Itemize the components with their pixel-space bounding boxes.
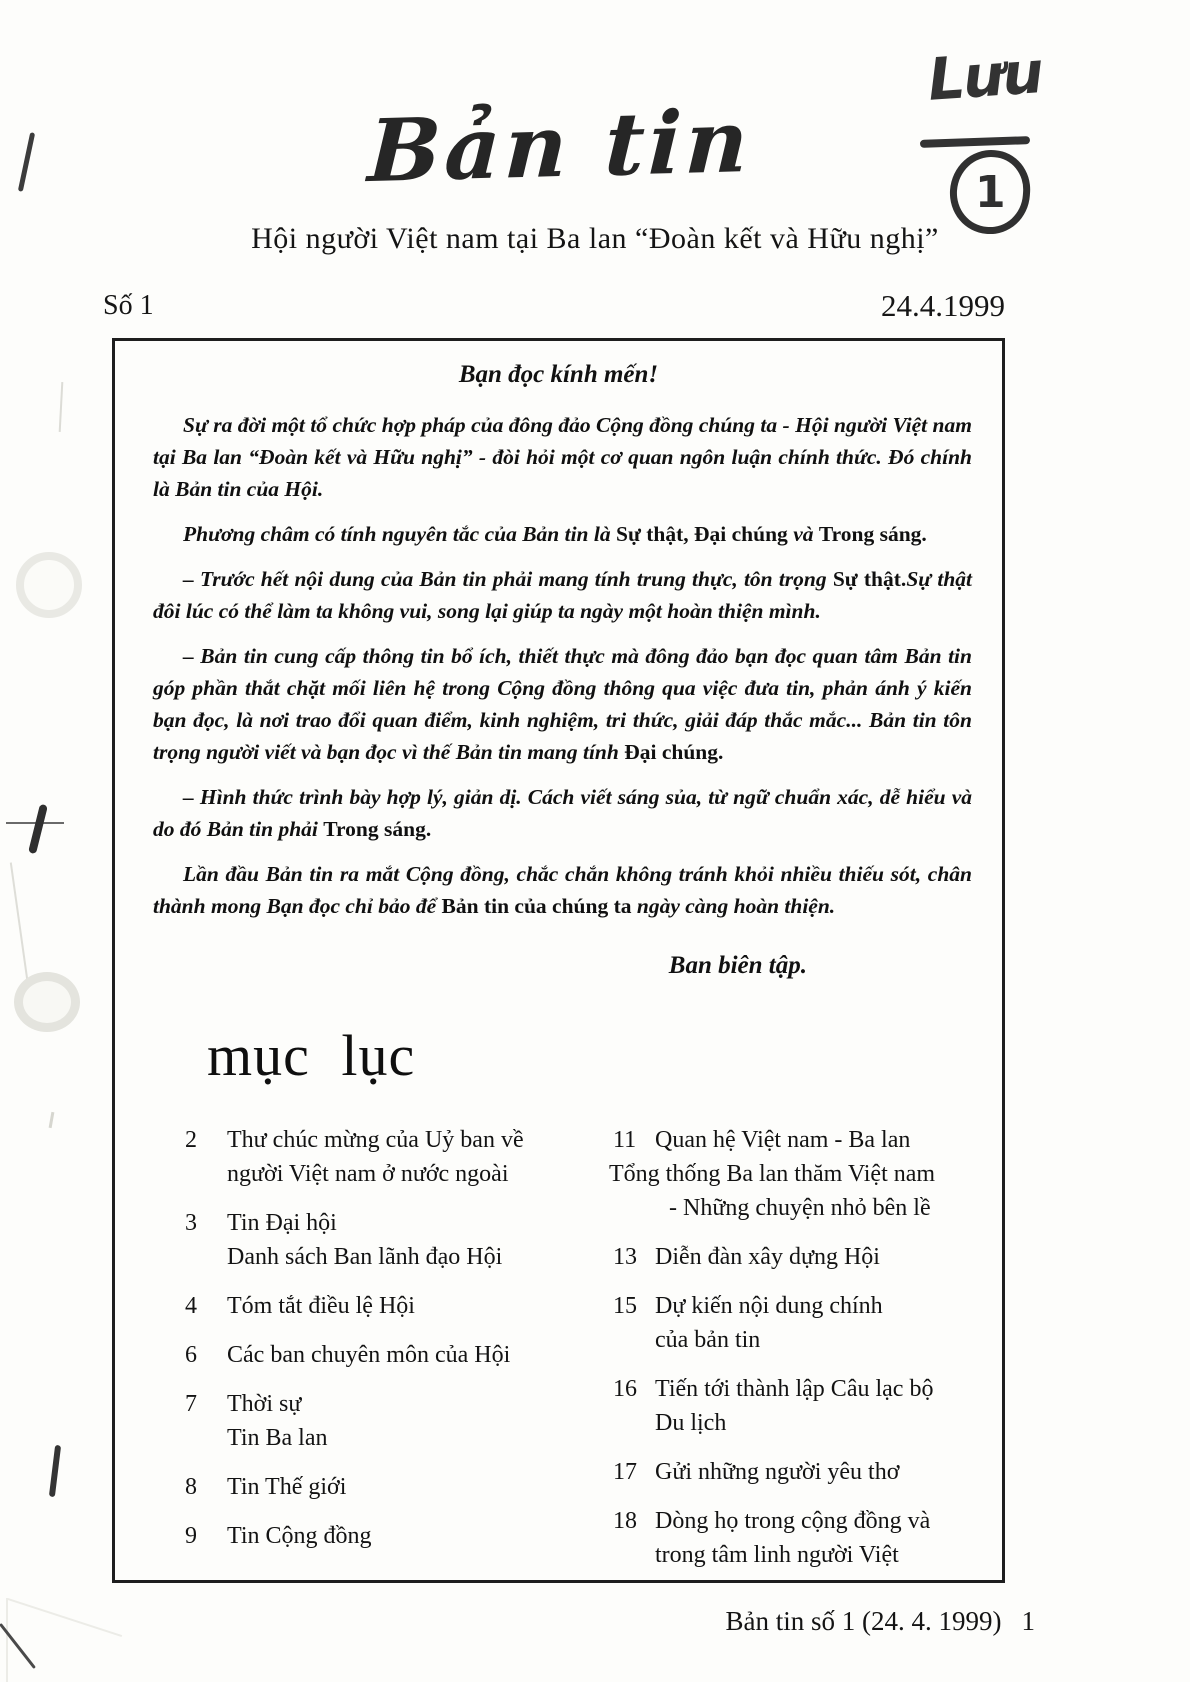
toc-entry-line: Tin Đại hội bbox=[227, 1210, 337, 1236]
toc-entry-line: Gửi những người yêu thơ bbox=[655, 1459, 900, 1485]
toc-page-number: 7 bbox=[185, 1391, 197, 1417]
letter-greeting: Bạn đọc kính mến! bbox=[458, 361, 659, 388]
pen-cross-mark-stroke bbox=[28, 804, 48, 854]
toc-entry-title bbox=[655, 1504, 990, 1572]
text-segment: Phương châm có tính nguyên tắc của Bản tin là bbox=[183, 522, 616, 546]
toc-entry-line: Tóm tắt điều lệ Hội bbox=[227, 1293, 415, 1319]
toc-entry-line: Du lịch bbox=[655, 1410, 727, 1436]
toc-entry-line: Thư chúc mừng của Uỷ ban về bbox=[227, 1127, 524, 1153]
toc-entry-title bbox=[655, 1289, 990, 1357]
footer-issue-label: Bản tin số 1 (24. 4. 1999) bbox=[725, 1606, 1002, 1636]
toc-entry-line: Tổng thống Ba lan thăm Việt nam bbox=[609, 1161, 936, 1187]
text-segment: và bbox=[787, 522, 819, 546]
scratch-artifact bbox=[49, 1112, 55, 1128]
toc-entry-line: người Việt nam ở nước ngoài bbox=[227, 1161, 509, 1187]
letter-paragraph bbox=[153, 858, 972, 922]
toc-entry-line: Diễn đàn xây dựng Hội bbox=[655, 1244, 880, 1270]
text-segment: – Bản tin cung cấp thông tin bổ ích, thiết thực mà đông đảo bạn đọc quan tâm Bản tin góp phần thắt chặt mối liên hệ trong Cộng đồng thông qua việc đưa tin, phản ánh ý kiến bạn đọc, là nơi trao đổi quan điểm, kinh nghiệm, tri thức, giải đáp thắc mắc... Bản tin tôn trọng người viết và bạn đọc vì thế Bản tin mang tính bbox=[153, 644, 972, 764]
toc-entry-title bbox=[655, 1240, 990, 1274]
toc-item bbox=[185, 1289, 613, 1323]
letter-paragraph bbox=[153, 640, 972, 768]
text-segment: Sự thật đôi lúc có thể làm ta không vui, song lại giúp ta ngày một hoàn thiện mình. bbox=[153, 567, 973, 623]
toc-page-number: 9 bbox=[185, 1523, 197, 1549]
toc-entry-title bbox=[227, 1123, 613, 1191]
text-segment: – Hình thức trình bày hợp lý, giản dị. Cách viết sáng sủa, từ ngữ chuẩn xác, dễ hiểu và do đó Bản tin phải bbox=[153, 785, 972, 841]
toc-page-number: 13 bbox=[613, 1244, 637, 1270]
toc-item bbox=[185, 1470, 613, 1504]
text-segment: Đại chúng. bbox=[624, 740, 724, 764]
toc-item bbox=[613, 1372, 990, 1440]
text-segment: Sự thật. bbox=[832, 567, 907, 591]
text-segment: Sự thật, Đại chúng bbox=[616, 522, 788, 546]
page-footer bbox=[726, 1606, 1036, 1637]
toc-item bbox=[613, 1289, 990, 1357]
letter-paragraph bbox=[153, 563, 972, 627]
toc-entry-line: Dự kiến nội dung chính bbox=[655, 1293, 883, 1319]
toc-column-left bbox=[185, 1123, 613, 1587]
toc-entry-line: của bản tin bbox=[655, 1327, 761, 1353]
text-segment: – Trước hết nội dung của Bản tin phải mang tính trung thực, tôn trọng bbox=[183, 567, 833, 591]
toc-entry-line: Tin Thế giới bbox=[227, 1474, 347, 1500]
circled-number: 1 bbox=[974, 166, 1006, 218]
letter-paragraph bbox=[153, 781, 972, 845]
toc-entry-line: trong tâm linh người Việt bbox=[655, 1542, 899, 1568]
toc-page-number: 17 bbox=[613, 1459, 637, 1485]
footer-page-number: 1 bbox=[1021, 1606, 1035, 1636]
text-segment: Sự ra đời một tổ chức hợp pháp của đông đảo Cộng đồng chúng ta - Hội người Việt nam tại Ba lan “Đoàn kết và Hữu nghị” - đòi hỏi một cơ quan ngôn luận chính thức. Đó chính là Bản tin của Hội. bbox=[153, 413, 972, 501]
toc-item bbox=[613, 1240, 990, 1274]
toc-page-number: 6 bbox=[185, 1342, 197, 1368]
scratch-artifact bbox=[59, 382, 64, 432]
hole-punch bbox=[14, 972, 80, 1032]
toc-entry-title bbox=[227, 1519, 613, 1553]
toc-item bbox=[185, 1206, 613, 1274]
text-segment: Trong sáng. bbox=[818, 522, 927, 546]
toc-column-right bbox=[609, 1123, 990, 1587]
toc-page-number: 4 bbox=[185, 1293, 197, 1319]
toc-entry-line: Tin Ba lan bbox=[227, 1425, 328, 1451]
toc-entry-line: Các ban chuyên môn của Hội bbox=[227, 1342, 511, 1368]
toc-entry-line: Tin Cộng đồng bbox=[227, 1523, 372, 1549]
letter-frame bbox=[112, 338, 1005, 1583]
toc-entry-line: - Những chuyện nhỏ bên lề bbox=[669, 1195, 931, 1221]
toc-item bbox=[185, 1519, 613, 1553]
toc-entry-line: Danh sách Ban lãnh đạo Hội bbox=[227, 1244, 503, 1270]
page-fold-crease bbox=[6, 1598, 8, 1682]
toc-page-number: 15 bbox=[613, 1293, 637, 1319]
toc-page-number: 16 bbox=[613, 1376, 637, 1402]
hole-punch bbox=[16, 552, 82, 618]
toc-entry-title bbox=[227, 1338, 613, 1372]
toc-item bbox=[609, 1123, 990, 1225]
toc-page-number: 11 bbox=[613, 1127, 637, 1153]
newsletter-title: Bản tin bbox=[365, 90, 755, 203]
toc-item bbox=[185, 1387, 613, 1455]
toc-item bbox=[185, 1123, 613, 1191]
text-segment: ngày càng hoàn thiện. bbox=[631, 894, 836, 918]
toc-entry-title bbox=[227, 1387, 613, 1455]
pen-slash-mark bbox=[49, 1445, 61, 1497]
toc-entry-title bbox=[227, 1289, 613, 1323]
association-subtitle: Hội người Việt nam tại Ba lan “Đoàn kết và Hữu nghị” bbox=[251, 222, 939, 255]
toc-item bbox=[613, 1504, 990, 1572]
scratch-artifact bbox=[10, 862, 28, 979]
text-segment: Lần đầu Bản tin ra mắt Cộng đồng, chắc chắn không tránh khỏi nhiều thiếu sót, chân thành mong Bạn đọc chỉ bảo để bbox=[153, 862, 972, 918]
toc-heading: mục lục bbox=[207, 1023, 416, 1088]
toc-entry-line: Dòng họ trong cộng đồng và bbox=[655, 1508, 931, 1534]
toc-entry-title bbox=[227, 1206, 613, 1274]
editorial-board-signoff: Ban biên tập. bbox=[668, 952, 807, 979]
toc-page-number: 2 bbox=[185, 1127, 197, 1153]
toc-entry-title bbox=[655, 1372, 990, 1440]
toc-page-number: 3 bbox=[185, 1210, 197, 1236]
toc-entry-title bbox=[227, 1470, 613, 1504]
letter-body bbox=[115, 389, 1002, 922]
issue-date: 24.4.1999 bbox=[881, 288, 1005, 323]
issue-number: Số 1 bbox=[103, 290, 154, 321]
text-segment: Trong sáng. bbox=[323, 817, 432, 841]
toc-page-number: 8 bbox=[185, 1474, 197, 1500]
toc bbox=[115, 1089, 1002, 1587]
toc-entry-line: Tiến tới thành lập Câu lạc bộ bbox=[655, 1376, 934, 1402]
toc-page-number: 18 bbox=[613, 1508, 637, 1534]
toc-entry-line: Quan hệ Việt nam - Ba lan bbox=[655, 1127, 911, 1153]
handwritten-note: Lưu bbox=[925, 38, 1044, 114]
toc-item bbox=[185, 1338, 613, 1372]
page-fold-crease bbox=[7, 1598, 122, 1637]
toc-entry-title bbox=[655, 1455, 990, 1489]
toc-item bbox=[613, 1455, 990, 1489]
toc-entry-line: Thời sự bbox=[227, 1391, 302, 1417]
text-segment: Bản tin của chúng ta bbox=[441, 894, 632, 918]
letter-paragraph bbox=[153, 518, 972, 550]
letter-paragraph bbox=[153, 409, 972, 505]
